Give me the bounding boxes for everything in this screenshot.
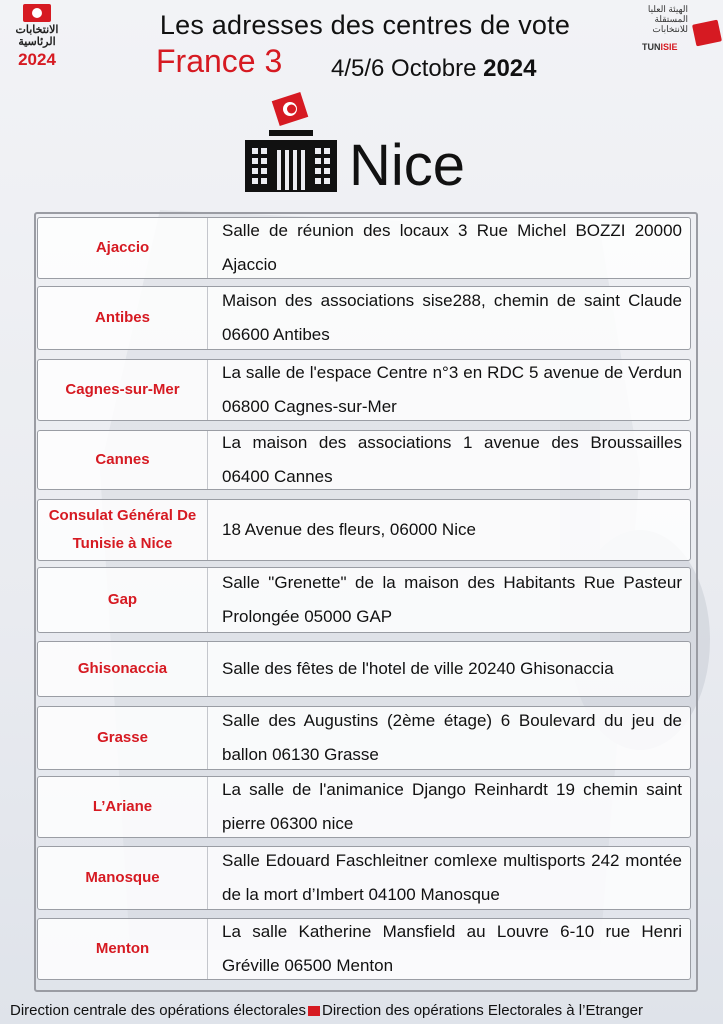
row-address-cell [222, 707, 682, 769]
row-address-cell [222, 431, 682, 489]
footer [10, 1002, 723, 1019]
row-address-cell [222, 847, 682, 909]
table-row [37, 286, 691, 350]
row-city: Antibes [38, 287, 208, 349]
ballot-box-icon [267, 92, 315, 140]
building-icon [245, 140, 337, 192]
row-city: L’Ariane [38, 777, 208, 837]
table-row [37, 499, 691, 561]
tunisia-flag-icon [308, 1006, 320, 1016]
row-address: La salle de l'espace Centre n°3 en RDC 5 avenue de Verdun 06800 Cagnes-sur-Mer [222, 363, 682, 416]
election-logo-arabic: الانتخابات الرئاسية [15, 24, 59, 48]
isie-acronym: ISIE [660, 42, 678, 52]
table-row [37, 706, 691, 770]
table-row [37, 567, 691, 633]
row-address-cell [222, 642, 682, 696]
isie-logo-text [642, 42, 678, 52]
page-title: Les adresses des centres de vote [159, 10, 571, 40]
table-row [37, 359, 691, 421]
election-logo-year: 2024 [18, 50, 56, 69]
table-row [37, 846, 691, 910]
table-row [37, 430, 691, 490]
row-city: Consulat Général De Tunisie à Nice [38, 500, 208, 560]
city-name: Nice [349, 133, 466, 198]
election-logo [6, 4, 68, 70]
row-address-cell [222, 218, 682, 278]
row-address: La maison des associations 1 avenue des Broussailles 06400 Cannes [222, 433, 682, 486]
row-city: Grasse [38, 707, 208, 769]
row-address: La salle de l'animanice Django Reinhardt 19 chemin saint pierre 06300 nice [222, 780, 682, 833]
row-address-cell [222, 568, 682, 632]
footer-right: Direction des opérations Electorales à l’Etranger [322, 1002, 643, 1019]
row-city: Manosque [38, 847, 208, 909]
row-city: Ghisonaccia [38, 642, 208, 696]
row-address-cell [222, 777, 682, 837]
tunisia-flag-icon [23, 4, 51, 22]
isie-logo [640, 4, 720, 66]
row-address-cell [222, 287, 682, 349]
row-address: Salle des fêtes de l'hotel de ville 20240 Ghisonaccia [222, 659, 614, 678]
isie-prefix: TUN [642, 42, 661, 52]
table-row [37, 217, 691, 279]
row-city: Cannes [38, 431, 208, 489]
city-heading [245, 92, 485, 202]
row-city: Gap [38, 568, 208, 632]
row-city: Ajaccio [38, 218, 208, 278]
table-row [37, 641, 691, 697]
row-address: La salle Katherine Mansfield au Louvre 6-10 rue Henri Gréville 06500 Menton [222, 922, 682, 975]
table-row [37, 918, 691, 980]
row-address: Maison des associations sise288, chemin de saint Claude 06600 Antibes [222, 291, 682, 344]
country-label: France 3 [156, 43, 283, 79]
dates-days: 4/5/6 Octobre [331, 55, 477, 82]
row-address-cell [222, 500, 682, 560]
row-city: Menton [38, 919, 208, 979]
isie-logo-arabic: الهيئة العليا المستقلة للانتخابات [647, 4, 688, 34]
row-address-cell [222, 919, 682, 979]
isie-mark-icon [692, 20, 722, 47]
row-address: Salle "Grenette" de la maison des Habitants Rue Pasteur Prolongée 05000 GAP [222, 573, 682, 626]
row-address: Salle des Augustins (2ème étage) 6 Boulevard du jeu de ballon 06130 Grasse [222, 711, 682, 764]
election-dates [331, 55, 536, 83]
row-city: Cagnes-sur-Mer [38, 360, 208, 420]
dates-year: 2024 [483, 55, 537, 82]
row-address: Salle Edouard Faschleitner comlexe multisports 242 montée de la mort d’Imbert 04100 Manosque [222, 851, 682, 904]
row-address: Salle de réunion des locaux 3 Rue Michel BOZZI 20000 Ajaccio [222, 221, 682, 274]
row-address-cell [222, 360, 682, 420]
footer-left: Direction centrale des opérations électorales [10, 1002, 306, 1019]
row-address: 18 Avenue des fleurs, 06000 Nice [222, 520, 476, 539]
table-row [37, 776, 691, 838]
